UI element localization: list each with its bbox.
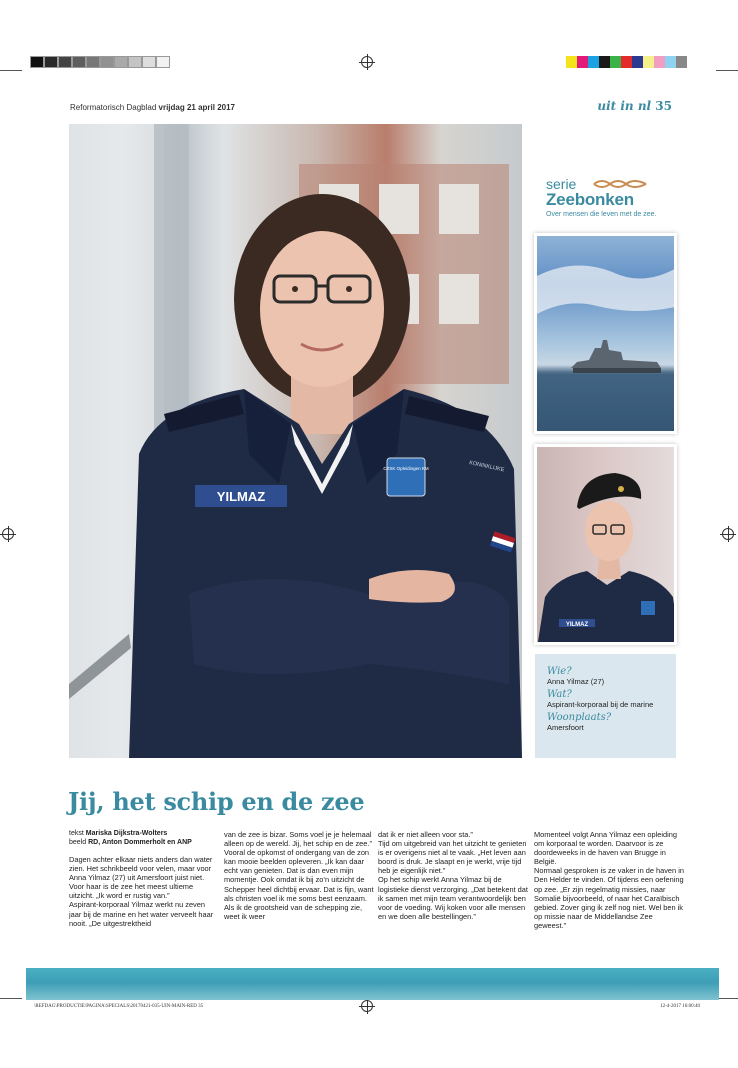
credit-text-label: tekst (69, 830, 84, 837)
page-header-left (70, 103, 235, 112)
registration-mark-top (361, 56, 373, 68)
page-header-right (597, 99, 672, 113)
footer-file-path: \REFDAG\PRODUCTIE\PAGINA\SPECIALS\20170421-035-UIN-MAIN-RED 35 (34, 1004, 204, 1009)
registration-mark-bottom (361, 1000, 373, 1012)
credit-photo-author: RD, Anton Dommerholt en ANP (88, 838, 192, 846)
article-paragraph: Op het schip werkt Anna Yilmaz bij de logistieke dienst verzorging. „Dat betekent dat ik samen met mijn team verantwoordelijk ben voor de voeding. Wij koken voor alle mensen en we doen alle bestellingen.” (378, 875, 528, 921)
cap-portrait-illustration (537, 447, 677, 645)
page-number: 35 (655, 99, 672, 113)
footer-water-band (26, 968, 719, 1000)
article-column-4 (534, 830, 684, 930)
portrait-illustration (69, 124, 522, 758)
ship-illustration (537, 236, 677, 434)
credit-text-author: Mariska Dijkstra-Wolters (85, 830, 168, 837)
name-tag-text: YILMAZ (216, 489, 266, 504)
crop-mark (716, 998, 738, 999)
cap-name-tag-text: YILMAZ (565, 622, 589, 628)
serie-logo (546, 176, 666, 218)
cap-portrait-photo (534, 444, 677, 645)
article-credits (69, 830, 219, 847)
registration-mark-left (2, 528, 14, 540)
main-portrait-photo (69, 124, 522, 758)
where-question: Woonplaats? (547, 712, 612, 723)
issue-date: vrijdag 21 april 2017 (158, 103, 235, 112)
footer-timestamp: 12-4-2017 16:00:40 (660, 1004, 700, 1009)
article-paragraph: Tijd om uitgebreid van het uitzicht te genieten is er overigens niet al te vaak. „Het leven aan boord is druk. Je slaapt en je werkt, vrije tijd heb je eigenlijk niet.” (378, 839, 527, 876)
article-paragraph: van de zee is bizar. Soms voel je je helemaal alleen op de wereld. Jij, het schip en de zee.” (224, 830, 372, 849)
where-answer: Amersfoort (547, 723, 584, 732)
newspaper-name: Reformatorisch Dagblad (70, 103, 157, 112)
article-paragraph: Aspirant-korporaal Yilmaz werkt nu zeven jaar bij de marine en het water verveelt haar nooit. „De uitgestrektheid (69, 900, 214, 928)
serie-label: serie (546, 176, 577, 192)
credit-photo-label: beeld (69, 838, 87, 846)
crop-mark (0, 70, 22, 71)
article-column-2 (224, 830, 374, 921)
article-column-3 (378, 830, 528, 921)
chest-badge-text: CZSK Opleidingen KM (383, 466, 429, 471)
article-paragraph: dat ik er niet alleen voor sta.” (378, 830, 473, 839)
article-headline: Jij, het schip en de zee (68, 787, 365, 816)
color-bar-grayscale (30, 56, 170, 68)
article-paragraph: Vooral de opkomst of ondergang van de zon kan mooie beelden opleveren. „Ik kan daar echt van genieten. Dat is dan even mijn momentje. Ook omdat ik bij zo’n uitzicht de Schepper heel dichtbij ervaar. Dat is fijn, want als christen voel ik me soms best eenzaam. Als ik de grootsheid van de schepping zie, weet ik weer (224, 848, 374, 921)
color-bar-cmyk (566, 56, 687, 68)
section-name: uit in nl (597, 99, 652, 113)
rope-knot-icon (592, 177, 648, 191)
shoulder-tab-text: KONINKLIJKE (468, 460, 505, 474)
registration-mark-right (722, 528, 734, 540)
article-column-1 (69, 830, 219, 928)
article-paragraph: Momenteel volgt Anna Yilmaz een opleiding om korporaal te worden. Daarvoor is ze doordeweeks in de haven van Brugge in België. (534, 830, 677, 867)
info-box (535, 654, 676, 758)
serie-name: Zeebonken (546, 190, 634, 209)
what-question: Wat? (547, 689, 572, 700)
what-answer: Aspirant-korporaal bij de marine (547, 700, 654, 709)
who-answer: Anna Yilmaz (27) (547, 677, 605, 686)
crop-mark (716, 70, 738, 71)
who-question: Wie? (547, 666, 572, 677)
article-paragraph: Dagen achter elkaar niets anders dan water zien. Het schrikbeeld voor velen, maar voor Anna Yilmaz (27) uit Amersfoort juist niet. Voor haar is de zee het meest ultieme uitzicht. „Ik word er rustig van.” (69, 855, 213, 901)
crop-mark (0, 998, 22, 999)
serie-tagline: Over mensen die leven met de zee. (546, 211, 657, 218)
ship-photo (534, 233, 677, 434)
article-paragraph: Normaal gesproken is ze vaker in de haven in Den Helder te vinden. Of tijdens een oefening op zee. „Er zijn regelmatig missies, naar Somalië bijvoorbeeld, of naar het Caraïbisch gebied. Zover ging ik zelf nog niet. Wel ben ik op missie naar de Middellandse Zee geweest.” (534, 866, 684, 930)
